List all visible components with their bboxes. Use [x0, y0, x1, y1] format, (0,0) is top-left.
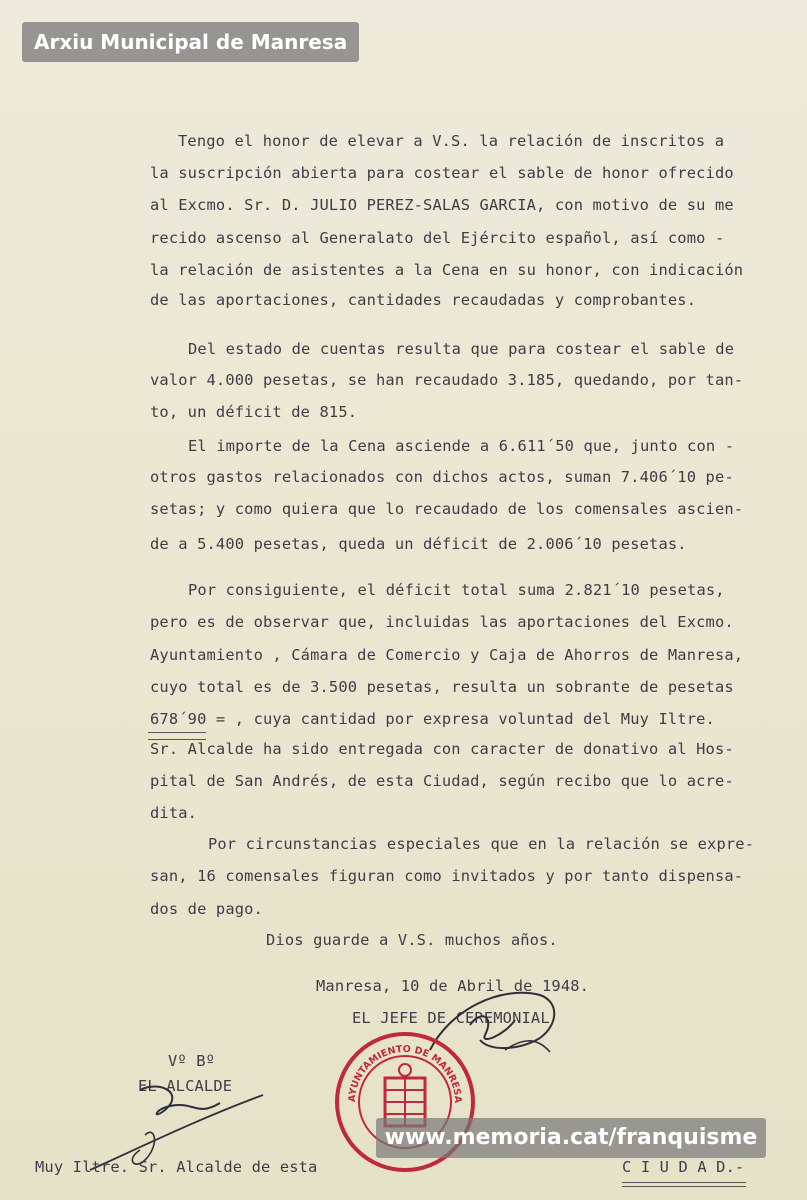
- closing-formula: Dios guarde a V.S. muchos años.: [266, 931, 558, 949]
- place-date: Manresa, 10 de Abril de 1948.: [316, 977, 590, 995]
- text-line: dos de pago.: [150, 900, 263, 918]
- text-line: otros gastos relacionados con dichos actos, suman 7.406´10 pe-: [150, 468, 734, 486]
- text-line: Tengo el honor de elevar a V.S. la relación de inscritos a: [178, 132, 725, 150]
- text-line: san, 16 comensales figuran como invitados y por tanto dispensa-: [150, 867, 744, 885]
- text-line: valor 4.000 pesetas, se han recaudado 3.185, quedando, por tan-: [150, 371, 744, 389]
- text-line: Ayuntamiento , Cámara de Comercio y Caja de Ahorros de Manresa,: [150, 646, 744, 664]
- text-line: Por consiguiente, el déficit total suma 2.821´10 pesetas,: [188, 581, 725, 599]
- text-line: setas; y como quiera que lo recaudado de los comensales ascien-: [150, 500, 744, 518]
- text-line: Sr. Alcalde ha sido entregada con caracter de donativo al Hos-: [150, 740, 734, 758]
- amount-underline: [148, 732, 206, 740]
- text-line: 678´90 = , cuya cantidad por expresa voluntad del Muy Iltre.: [150, 710, 715, 728]
- text-line: la relación de asistentes a la Cena en su honor, con indicación: [150, 261, 744, 279]
- text-line: de las aportaciones, cantidades recaudadas y comprobantes.: [150, 291, 697, 309]
- city-underline: [622, 1182, 746, 1187]
- archive-watermark: Arxiu Municipal de Manresa: [22, 22, 359, 62]
- text-line: pital de San Andrés, de esta Ciudad, según recibo que lo acre-: [150, 772, 734, 790]
- text-line: recido ascenso al Generalato del Ejército español, así como -: [150, 229, 725, 247]
- text-line: Del estado de cuentas resulta que para costear el sable de: [188, 340, 735, 358]
- text-line: al Excmo. Sr. D. JULIO PEREZ-SALAS GARCIA, con motivo de su me: [150, 196, 734, 214]
- addressee-city: C I U D A D.-: [622, 1158, 745, 1176]
- addressee: Muy Iltre. Sr. Alcalde de esta: [35, 1158, 318, 1176]
- approval-mark: Vº Bº: [168, 1052, 216, 1070]
- svg-text:AYUNTAMIENTO DE MANRESA: AYUNTAMIENTO DE MANRESA: [346, 1043, 464, 1104]
- signer-title: EL JEFE DE CEREMONIAL: [352, 1009, 550, 1027]
- text-line: dita.: [150, 804, 198, 822]
- text-line: pero es de observar que, incluidas las aportaciones del Excmo.: [150, 613, 734, 631]
- text-line: la suscripción abierta para costear el sable de honor ofrecido: [150, 164, 734, 182]
- text-line: to, un déficit de 815.: [150, 403, 358, 421]
- text-line: cuyo total es de 3.500 pesetas, resulta un sobrante de pesetas: [150, 678, 734, 696]
- text-line: de a 5.400 pesetas, queda un déficit de 2.006´10 pesetas.: [150, 535, 687, 553]
- approval-role: EL ALCALDE: [138, 1077, 233, 1095]
- website-watermark: www.memoria.cat/franquisme: [376, 1118, 766, 1158]
- text-line: Por circunstancias especiales que en la relación se expre-: [208, 835, 755, 853]
- text-line: El importe de la Cena asciende a 6.611´50 que, junto con -: [188, 437, 735, 455]
